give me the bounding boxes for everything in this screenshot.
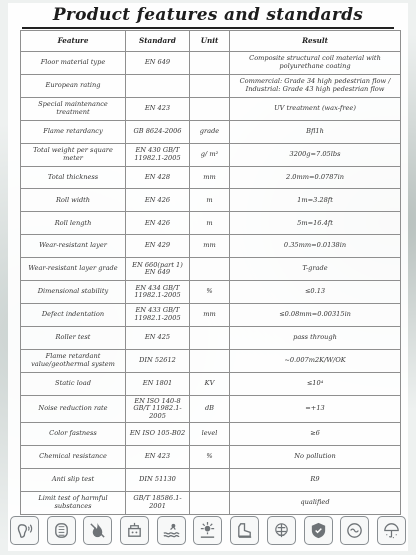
feature-icon-bar [10, 516, 406, 550]
cell-standard: EN 423 [126, 445, 190, 468]
header-unit: Unit [190, 31, 230, 52]
cell-unit: m [190, 212, 230, 235]
cell-unit: mm [190, 166, 230, 189]
cell-unit: m [190, 189, 230, 212]
cell-result: UV treatment (wax-free) [230, 97, 401, 120]
cell-feature: Flame retardancy [21, 120, 126, 143]
table-row [21, 445, 401, 468]
cell-standard: EN 423 [126, 97, 190, 120]
title-underline [22, 27, 394, 29]
cell-feature: Roller test [21, 326, 126, 349]
cell-standard: EN 426 [126, 212, 190, 235]
cell-unit [190, 74, 230, 97]
table-row [21, 74, 401, 97]
cell-feature: Roll width [21, 189, 126, 212]
cell-unit [190, 258, 230, 281]
cell-result: No pollution [230, 445, 401, 468]
cell-result: qualified [230, 491, 401, 514]
waterproof-icon [157, 516, 186, 545]
cell-unit [190, 52, 230, 75]
cell-standard: GB/T 18586.1-2001 [126, 491, 190, 514]
table-row [21, 52, 401, 75]
weather-resistant-icon [377, 516, 406, 545]
table-row [21, 281, 401, 304]
cell-result: ≤0.13 [230, 281, 401, 304]
table-row [21, 303, 401, 326]
page-title: Product features and standards [52, 5, 364, 25]
cell-unit: % [190, 281, 230, 304]
cell-result: 5m=16.4ft [230, 212, 401, 235]
cell-standard: EN ISO 105-B02 [126, 423, 190, 446]
cell-feature: Color fastness [21, 423, 126, 446]
cell-unit: dB [190, 395, 230, 422]
cell-result: R9 [230, 468, 401, 491]
cell-unit: mm [190, 303, 230, 326]
cell-standard: EN 1801 [126, 372, 190, 395]
sound-insulation-icon [10, 516, 39, 545]
cell-unit: KV [190, 372, 230, 395]
header-standard: Standard [126, 31, 190, 52]
cell-standard: EN 430 GB/T 11982.1-2005 [126, 143, 190, 166]
cell-unit [190, 349, 230, 372]
safety-shield-icon [304, 516, 333, 545]
spec-sheet [8, 3, 408, 551]
cell-feature: Wear-resistant layer [21, 235, 126, 258]
cell-result: =+13 [230, 395, 401, 422]
cell-feature: Total weight per square meter [21, 143, 126, 166]
cell-standard: EN 425 [126, 326, 190, 349]
spec-table [20, 30, 401, 515]
cell-unit: g/ m² [190, 143, 230, 166]
cell-unit: level [190, 423, 230, 446]
table-row [21, 235, 401, 258]
table-row [21, 166, 401, 189]
cell-standard: EN 429 [126, 235, 190, 258]
table-row [21, 326, 401, 349]
cell-standard: EN 434 GB/T 11982.1-2005 [126, 281, 190, 304]
cell-standard: EN 426 [126, 189, 190, 212]
cell-feature: Defect indentation [21, 303, 126, 326]
cell-feature: Total thickness [21, 166, 126, 189]
cell-result: 0.35mm=0.0138in [230, 235, 401, 258]
table-row [21, 349, 401, 372]
table-row [21, 189, 401, 212]
cell-unit [190, 491, 230, 514]
header-row [21, 31, 401, 52]
cell-standard: EN 649 [126, 52, 190, 75]
cell-feature: European rating [21, 74, 126, 97]
cell-unit [190, 97, 230, 120]
cell-unit: grade [190, 120, 230, 143]
cell-result: ≤0.08mm=0.00315in [230, 303, 401, 326]
cell-result: Commercial: Grade 34 high pedestrian flow / Industrial: Grade 43 high pedestrian flow [230, 74, 401, 97]
cell-feature: Anti slip test [21, 468, 126, 491]
easy-clean-icon [120, 516, 149, 545]
cell-result: T-grade [230, 258, 401, 281]
cell-feature: Floor material type [21, 52, 126, 75]
table-row [21, 372, 401, 395]
cell-feature: Wear-resistant layer grade [21, 258, 126, 281]
durable-foot-icon [230, 516, 259, 545]
cell-result: Composite structural coil material with polyurethane coating [230, 52, 401, 75]
cell-feature: Dimensional stability [21, 281, 126, 304]
table-row [21, 395, 401, 422]
cell-result: 1m=3.28ft [230, 189, 401, 212]
cell-standard: EN 428 [126, 166, 190, 189]
cell-feature: Chemical resistance [21, 445, 126, 468]
cell-feature: Special maintenance treatment [21, 97, 126, 120]
cell-result: 2.0mm=0.0787in [230, 166, 401, 189]
eco-icon [267, 516, 296, 545]
cell-feature: Roll length [21, 212, 126, 235]
cell-standard: DIN 51130 [126, 468, 190, 491]
anti-slip-icon [47, 516, 76, 545]
cell-result: ~0.007m2K/W/OK [230, 349, 401, 372]
cell-unit: mm [190, 235, 230, 258]
table-row [21, 120, 401, 143]
table-row [21, 143, 401, 166]
cell-standard: GB 8624-2006 [126, 120, 190, 143]
fire-retardant-icon [83, 516, 112, 545]
cell-result: pass through [230, 326, 401, 349]
cell-result: ≥6 [230, 423, 401, 446]
table-row [21, 97, 401, 120]
cell-standard [126, 74, 190, 97]
header-result: Result [230, 31, 401, 52]
table-row [21, 212, 401, 235]
cell-feature: Static load [21, 372, 126, 395]
table-row [21, 468, 401, 491]
wear-resistant-icon [340, 516, 369, 545]
cell-unit [190, 326, 230, 349]
cell-result: Bfl1h [230, 120, 401, 143]
cell-unit [190, 468, 230, 491]
cell-standard: EN ISO 140-8 GB/T 11982.1-2005 [126, 395, 190, 422]
heat-resistant-icon [193, 516, 222, 545]
cell-result: 3200g=7.05lbs [230, 143, 401, 166]
cell-unit: % [190, 445, 230, 468]
cell-standard: DIN 52612 [126, 349, 190, 372]
cell-standard: EN 433 GB/T 11982.1-2005 [126, 303, 190, 326]
cell-standard: EN 660(part 1) EN 649 [126, 258, 190, 281]
cell-feature: Limit test of harmful substances [21, 491, 126, 514]
header-feature: Feature [21, 31, 126, 52]
cell-feature: Flame retardant value/geothermal system [21, 349, 126, 372]
table-row [21, 258, 401, 281]
table-row [21, 423, 401, 446]
cell-result: ≤10⁴ [230, 372, 401, 395]
table-row [21, 491, 401, 514]
cell-feature: Noise reduction rate [21, 395, 126, 422]
